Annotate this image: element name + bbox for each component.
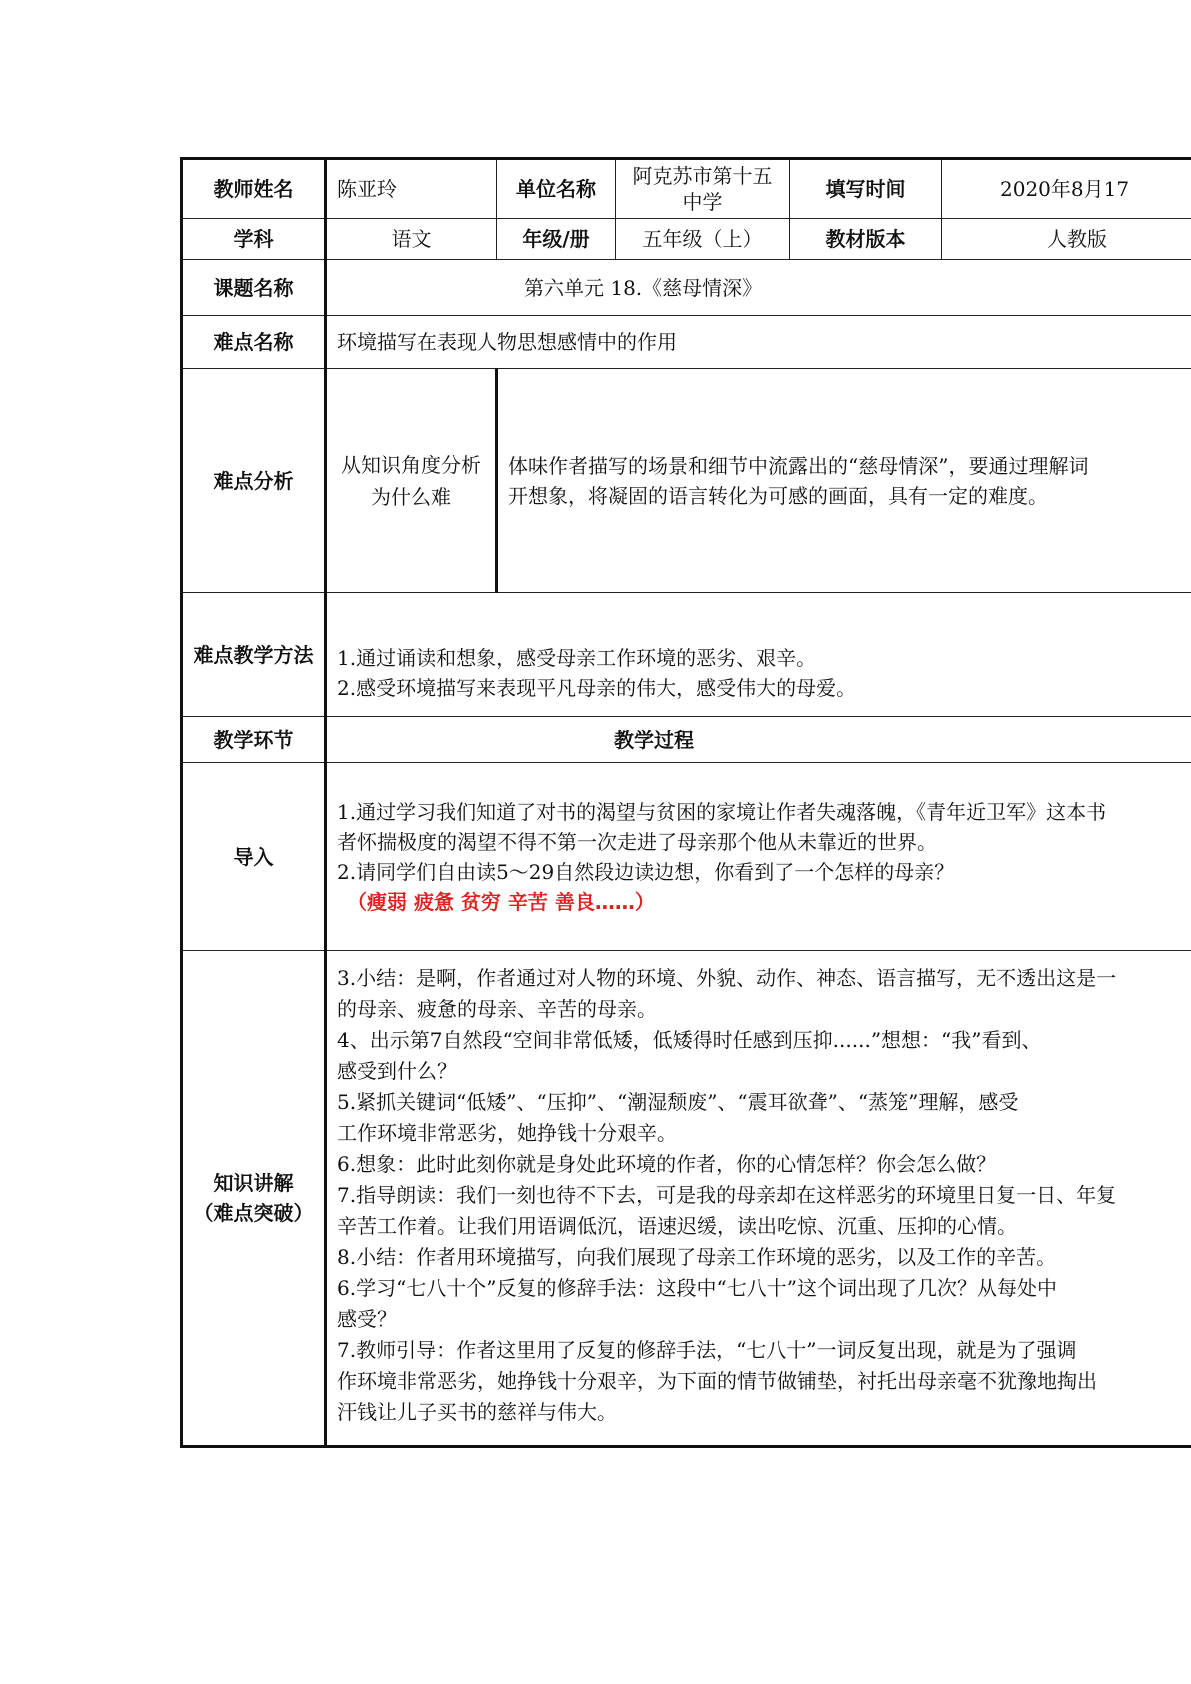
stage-header: 教学环节	[182, 717, 326, 763]
knowledge-line: 6.学习“七八十个”反复的修辞手法：这段中“七八十”这个词出现了几次？从每处中	[337, 1276, 1057, 1300]
lesson-title-row	[182, 260, 1191, 316]
knowledge-line: 6.想象：此时此刻你就是身处此环境的作者，你的心情怎样？你会怎么做？	[337, 1152, 997, 1176]
difficulty-row	[182, 316, 1191, 369]
section-header-row	[182, 717, 1191, 763]
knowledge-line: 感受到什么？	[337, 1059, 457, 1083]
subject-label: 学科	[182, 219, 326, 260]
intro-row	[182, 763, 1191, 951]
header-row-2	[182, 219, 1191, 260]
analysis-text	[497, 369, 1191, 593]
teacher-name-label: 教师姓名	[182, 159, 326, 219]
edition-label: 教材版本	[790, 219, 942, 260]
unit-name-value: 阿克苏市第十五中学	[616, 159, 790, 219]
method-text	[326, 593, 1191, 717]
intro-line: 者怀揣极度的渴望不得不第一次走进了母亲那个他从未靠近的世界。	[337, 829, 937, 854]
knowledge-line: 作环境非常恶劣，她挣钱十分艰辛，为下面的情节做铺垫，衬托出母亲毫不犹豫地掏出	[337, 1369, 1097, 1393]
analysis-row	[182, 369, 1191, 593]
knowledge-line: 汗钱让儿子买书的慈祥与伟大。	[337, 1400, 617, 1424]
header-row-1	[182, 159, 1191, 219]
analysis-line: 开想象，将凝固的语言转化为可感的画面，具有一定的难度。	[508, 483, 1048, 508]
lesson-plan-sheet	[180, 157, 1191, 1463]
knowledge-line: 感受？	[337, 1307, 397, 1331]
knowledge-line: 的母亲、疲惫的母亲、辛苦的母亲。	[337, 997, 657, 1021]
knowledge-line: 5.紧抓关键词“低矮”、“压抑”、“潮湿颓废”、“震耳欲聋”、“蒸笼”理解，感受	[337, 1090, 1019, 1114]
intro-line: 1.通过学习我们知道了对书的渴望与贫困的家境让作者失魂落魄，《青年近卫军》这本书	[337, 799, 1107, 824]
knowledge-line: 8.小结：作者用环境描写，向我们展现了母亲工作环境的恶劣，以及工作的辛苦。	[337, 1245, 1057, 1269]
intro-answer: （瘦弱 疲惫 贫穷 辛苦 善良……）	[347, 889, 655, 914]
knowledge-line: 3.小结：是啊，作者通过对人物的环境、外貌、动作、神态、语言描写，无不透出这是一	[337, 966, 1117, 990]
knowledge-label	[182, 951, 326, 1447]
unit-name-label: 单位名称	[497, 159, 616, 219]
method-label: 难点教学方法	[182, 593, 326, 717]
intro-label: 导入	[182, 763, 326, 951]
fill-date-label: 填写时间	[790, 159, 942, 219]
knowledge-line: 4、出示第7自然段“空间非常低矮，低矮得时任感到压抑......”想想：“我”看到、	[337, 1028, 1042, 1052]
lesson-plan-table	[180, 157, 1191, 1448]
grade-value: 五年级（上）	[616, 219, 790, 260]
knowledge-row	[182, 951, 1191, 1447]
edition-value: 人教版	[942, 219, 1191, 260]
knowledge-line: 辛苦工作着。让我们用语调低沉，语速迟缓，读出吃惊、沉重、压抑的心情。	[337, 1214, 1017, 1238]
knowledge-line: 工作环境非常恶劣，她挣钱十分艰辛。	[337, 1121, 677, 1145]
teacher-name-value: 陈亚玲	[326, 159, 497, 219]
grade-label: 年级/册	[497, 219, 616, 260]
lesson-title-value: 第六单元 18.《慈母情深》	[326, 260, 1191, 316]
knowledge-line: 7.指导朗读：我们一刻也待不下去，可是我的母亲却在这样恶劣的环境里日复一日、年复	[337, 1183, 1117, 1207]
knowledge-label-line2: （难点突破）	[193, 1201, 314, 1225]
method-line: 1.通过诵读和想象，感受母亲工作环境的恶劣、艰辛。	[337, 645, 817, 670]
intro-line: 2.请同学们自由读5～29自然段边读边想，你看到了一个怎样的母亲？	[337, 859, 955, 884]
knowledge-label-line1: 知识讲解	[213, 1171, 294, 1195]
difficulty-value: 环境描写在表现人物思想感情中的作用	[326, 316, 1191, 369]
analysis-line: 体味作者描写的场景和细节中流露出的“慈母情深”，要通过理解词	[508, 453, 1089, 478]
fill-date-value: 2020年8月17	[942, 159, 1191, 219]
subject-value: 语文	[326, 219, 497, 260]
intro-text	[326, 763, 1191, 951]
difficulty-label: 难点名称	[182, 316, 326, 369]
knowledge-line: 7.教师引导：作者这里用了反复的修辞手法，“七八十”一词反复出现，就是为了强调	[337, 1338, 1077, 1362]
lesson-title-label: 课题名称	[182, 260, 326, 316]
knowledge-text	[326, 951, 1191, 1447]
analysis-sub-label: 从知识角度分析为什么难	[326, 369, 497, 593]
process-header: 教学过程	[326, 717, 1191, 763]
method-row	[182, 593, 1191, 717]
method-line: 2.感受环境描写来表现平凡母亲的伟大，感受伟大的母爱。	[337, 675, 857, 700]
analysis-label: 难点分析	[182, 369, 326, 593]
